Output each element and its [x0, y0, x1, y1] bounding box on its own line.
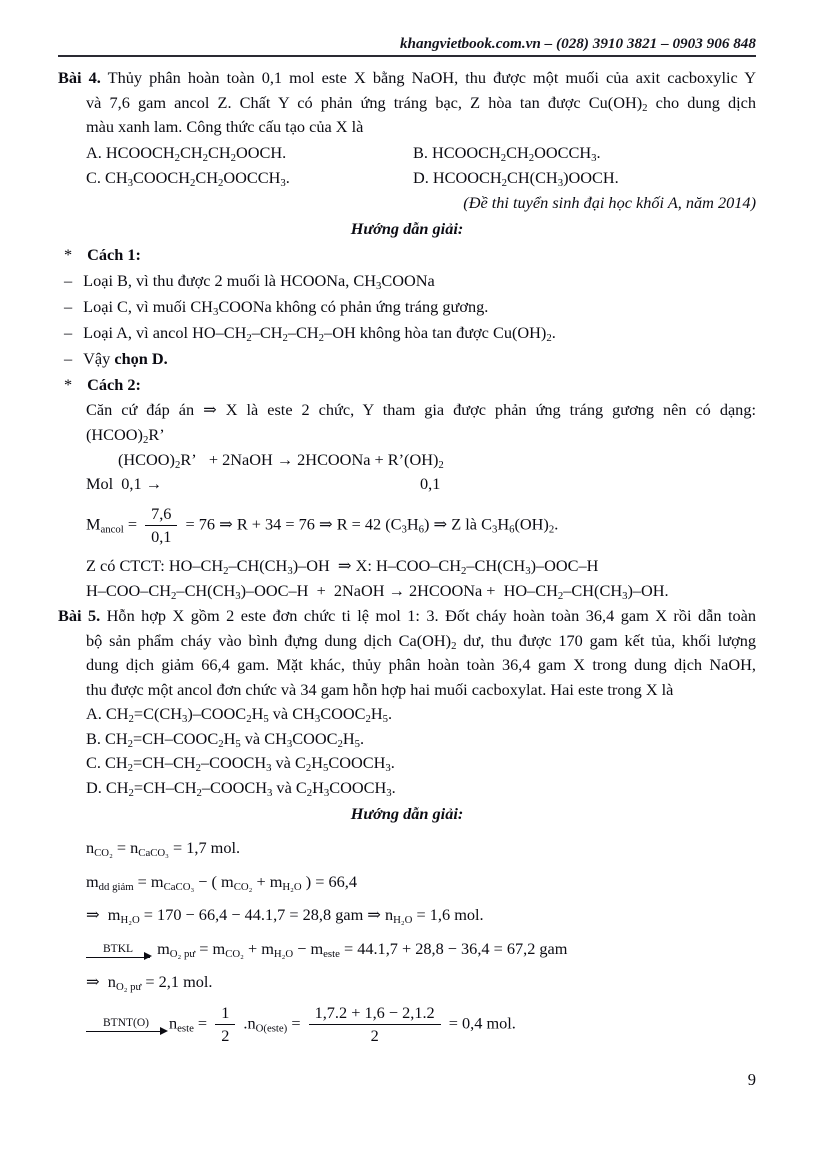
exercise-5-line-4: thu được một ancol đơn chức và 34 gam hỗn hợp hai muối cacboxylat. Hai este trong X là: [86, 679, 674, 699]
exercise-4-option-b: B. $HCOOCH_2CH_2OOCCH_3$.: [413, 142, 601, 164]
exercise-5-option-a: A. $CH_2=C(CH_3)-COOC_2H_5$ và $CH_3COOC_2H_5$.: [86, 704, 393, 726]
method-1-item-2: – Loại C, vì muối $CH_3COONa$ không có phản ứng tráng gương.: [64, 297, 489, 319]
solution-5-step-2: $m_{dd giảm} = m_{CaCO_3}$ − ( $m_{CO_2} + m_{H_2O}$ ) = 66,4: [86, 871, 357, 893]
fraction: $\frac{1,7.2 + 1,6 - 2,1.2}{2}$: [309, 1004, 441, 1046]
exercise-5-option-b: B. $CH_2=CH-COOC_2H_5$ và $CH_3COOC_2H_5$.: [86, 728, 365, 750]
solution-5-step-5: ⇒ $n_{O_2 pư} = 2,1$ mol.: [86, 972, 213, 994]
z-structure-line: Z có CTCT: $HO-CH_2-CH(CH_3)-OH$ ⇒ X: $H-COO-CH_2-CH(CH_3)-OOC-H$: [86, 556, 599, 578]
m-ancol-calculation: $M_{ancol}$ = $\frac{7,6}{0,1}$ = 76 ⇒ R + 34 = 76 ⇒ R = 42 $(C_3H_6)$ ⇒ Z là $C_3H_6(OH)_2$.: [86, 503, 559, 547]
method-2-heading: * Cách 2:: [64, 375, 141, 395]
header-contact-text: khangvietbook.com.vn – (028) 3910 3821 – 0903 906 848: [399, 35, 756, 52]
method-2-intro-2: $(HCOO)_2R$’: [86, 424, 165, 446]
method-1-item-3: – Loại A, vì ancol $HO-CH_2-CH_2-CH_2-OH$ không hòa tan được $Cu(OH)_2$.: [64, 323, 556, 345]
labeled-reaction-arrow: BTKL: [86, 943, 150, 958]
fraction: $\frac{1}{2}$: [215, 1004, 235, 1046]
method-1-heading: * Cách 1:: [64, 245, 141, 265]
page-number: 9: [747, 1070, 756, 1089]
solution-heading-5: Hướng dẫn giải:: [350, 804, 464, 824]
exercise-5-option-d: D. $CH_2=CH-CH_2-COOCH_3$ và $C_2H_3COOCH_3$.: [86, 777, 396, 799]
mol-ratio-line: Mol 0,1 → 0,1: [86, 474, 441, 494]
exercise-4-line-3: màu xanh lam. Công thức cấu tạo của X là: [86, 117, 364, 136]
exercise-5-line-2: bộ sản phẩm cháy vào bình đựng dung dịch $Ca(OH)_2$ dư, thu được 170 gam kết tủa, khối lượng: [86, 630, 756, 652]
exercise-5-options: [58, 702, 756, 800]
reaction-equation: $(HCOO)_2R$’ + 2NaOH → 2HCOONa + $R’(OH)_2$: [118, 450, 444, 472]
method-2-intro-1: Căn cứ đáp án ⇒ X là este 2 chức, Y tham gia được phản ứng tráng gương nên có dạng:: [86, 400, 756, 420]
method-1-conclusion: – Vậy chọn D.: [64, 349, 168, 369]
exercise-5-option-c: C. $CH_2=CH-CH_2-COOCH_3$ và $C_2H_5COOCH_3$.: [86, 753, 395, 775]
method-1-item-1: – Loại B, vì thu được 2 muối là HCOONa, $CH_3COONa$: [64, 271, 435, 293]
exercise-4-option-c: C. $CH_3COOCH_2CH_2OOCCH_3$.: [86, 167, 290, 189]
exercise-4-line-1: Bài 4. Thủy phân hoàn toàn 0,1 mol este X bằng NaOH, thu được một muối của axit cacboxylic Y: [58, 68, 757, 87]
page-content: [58, 66, 756, 1046]
exercise-4-options: [58, 140, 756, 190]
solution-heading-4: Hướng dẫn giải:: [350, 218, 464, 238]
exercise-5-statement: [58, 604, 756, 702]
exercise-5-line-3: dung dịch giảm 66,4 gam. Mặt khác, thủy phân hoàn toàn 36,4 gam X trong dung dịch NaOH,: [86, 655, 756, 675]
labeled-reaction-arrow: BTNT(O): [86, 1017, 166, 1032]
page-header: [58, 35, 756, 57]
solution-5-step-6: BTNT(O) $n_{este}$ = $\frac{1}{2}$ $.n_{O(este)}$ = $\frac{1,7.2 + 1,6 - 2,1.2}{2}$ = 0,4 mol.: [58, 1003, 756, 1047]
solution-5-step-3: ⇒ $m_{H_2O} = 170 - 66,4 - 44.1,7 = 28,8$ gam ⇒ $n_{H_2O} = 1,6$ mol.: [86, 905, 484, 927]
fraction: $\frac{7,6}{0,1}$: [145, 505, 177, 547]
exercise-5-line-1: Bài 5. Hỗn hợp X gồm 2 este đơn chức ti lệ mol 1: 3. Đốt cháy hoàn toàn 36,4 gam X rồi dẫn toàn: [58, 606, 756, 626]
exercise-5-solution: [58, 835, 756, 1046]
solution-5-step-4: BTKL $m_{O_2 pư} = m_{CO_2} + m_{H_2O} - m_{este} = 44.1,7 + 28,8 - 36,4 = 67,2$ gam: [58, 936, 756, 961]
exercise-4-option-a: A. $HCOOCH_2CH_2CH_2OOCH$.: [86, 142, 287, 164]
exercise-4-statement: [58, 66, 756, 140]
final-reaction-line: $H-COO-CH_2-CH(CH_3)-OOC-H$ + 2NaOH → 2HCOONa + $HO-CH_2-CH(CH_3)-OH$.: [86, 580, 669, 602]
exercise-4-option-d: D. $HCOOCH_2CH(CH_3)OOCH$.: [413, 167, 619, 189]
solution-5-step-1: $n_{CO_2} = n_{CaCO_3} = 1,7$ mol.: [86, 838, 241, 860]
exercise-4-line-2: và 7,6 gam ancol Z. Chất Y có phản ứng tráng bạc, Z hòa tan được $Cu(OH)_2$ cho dung dịch: [86, 92, 757, 114]
exam-source-note: (Đề thi tuyển sinh đại học khối A, năm 2014): [463, 192, 756, 212]
